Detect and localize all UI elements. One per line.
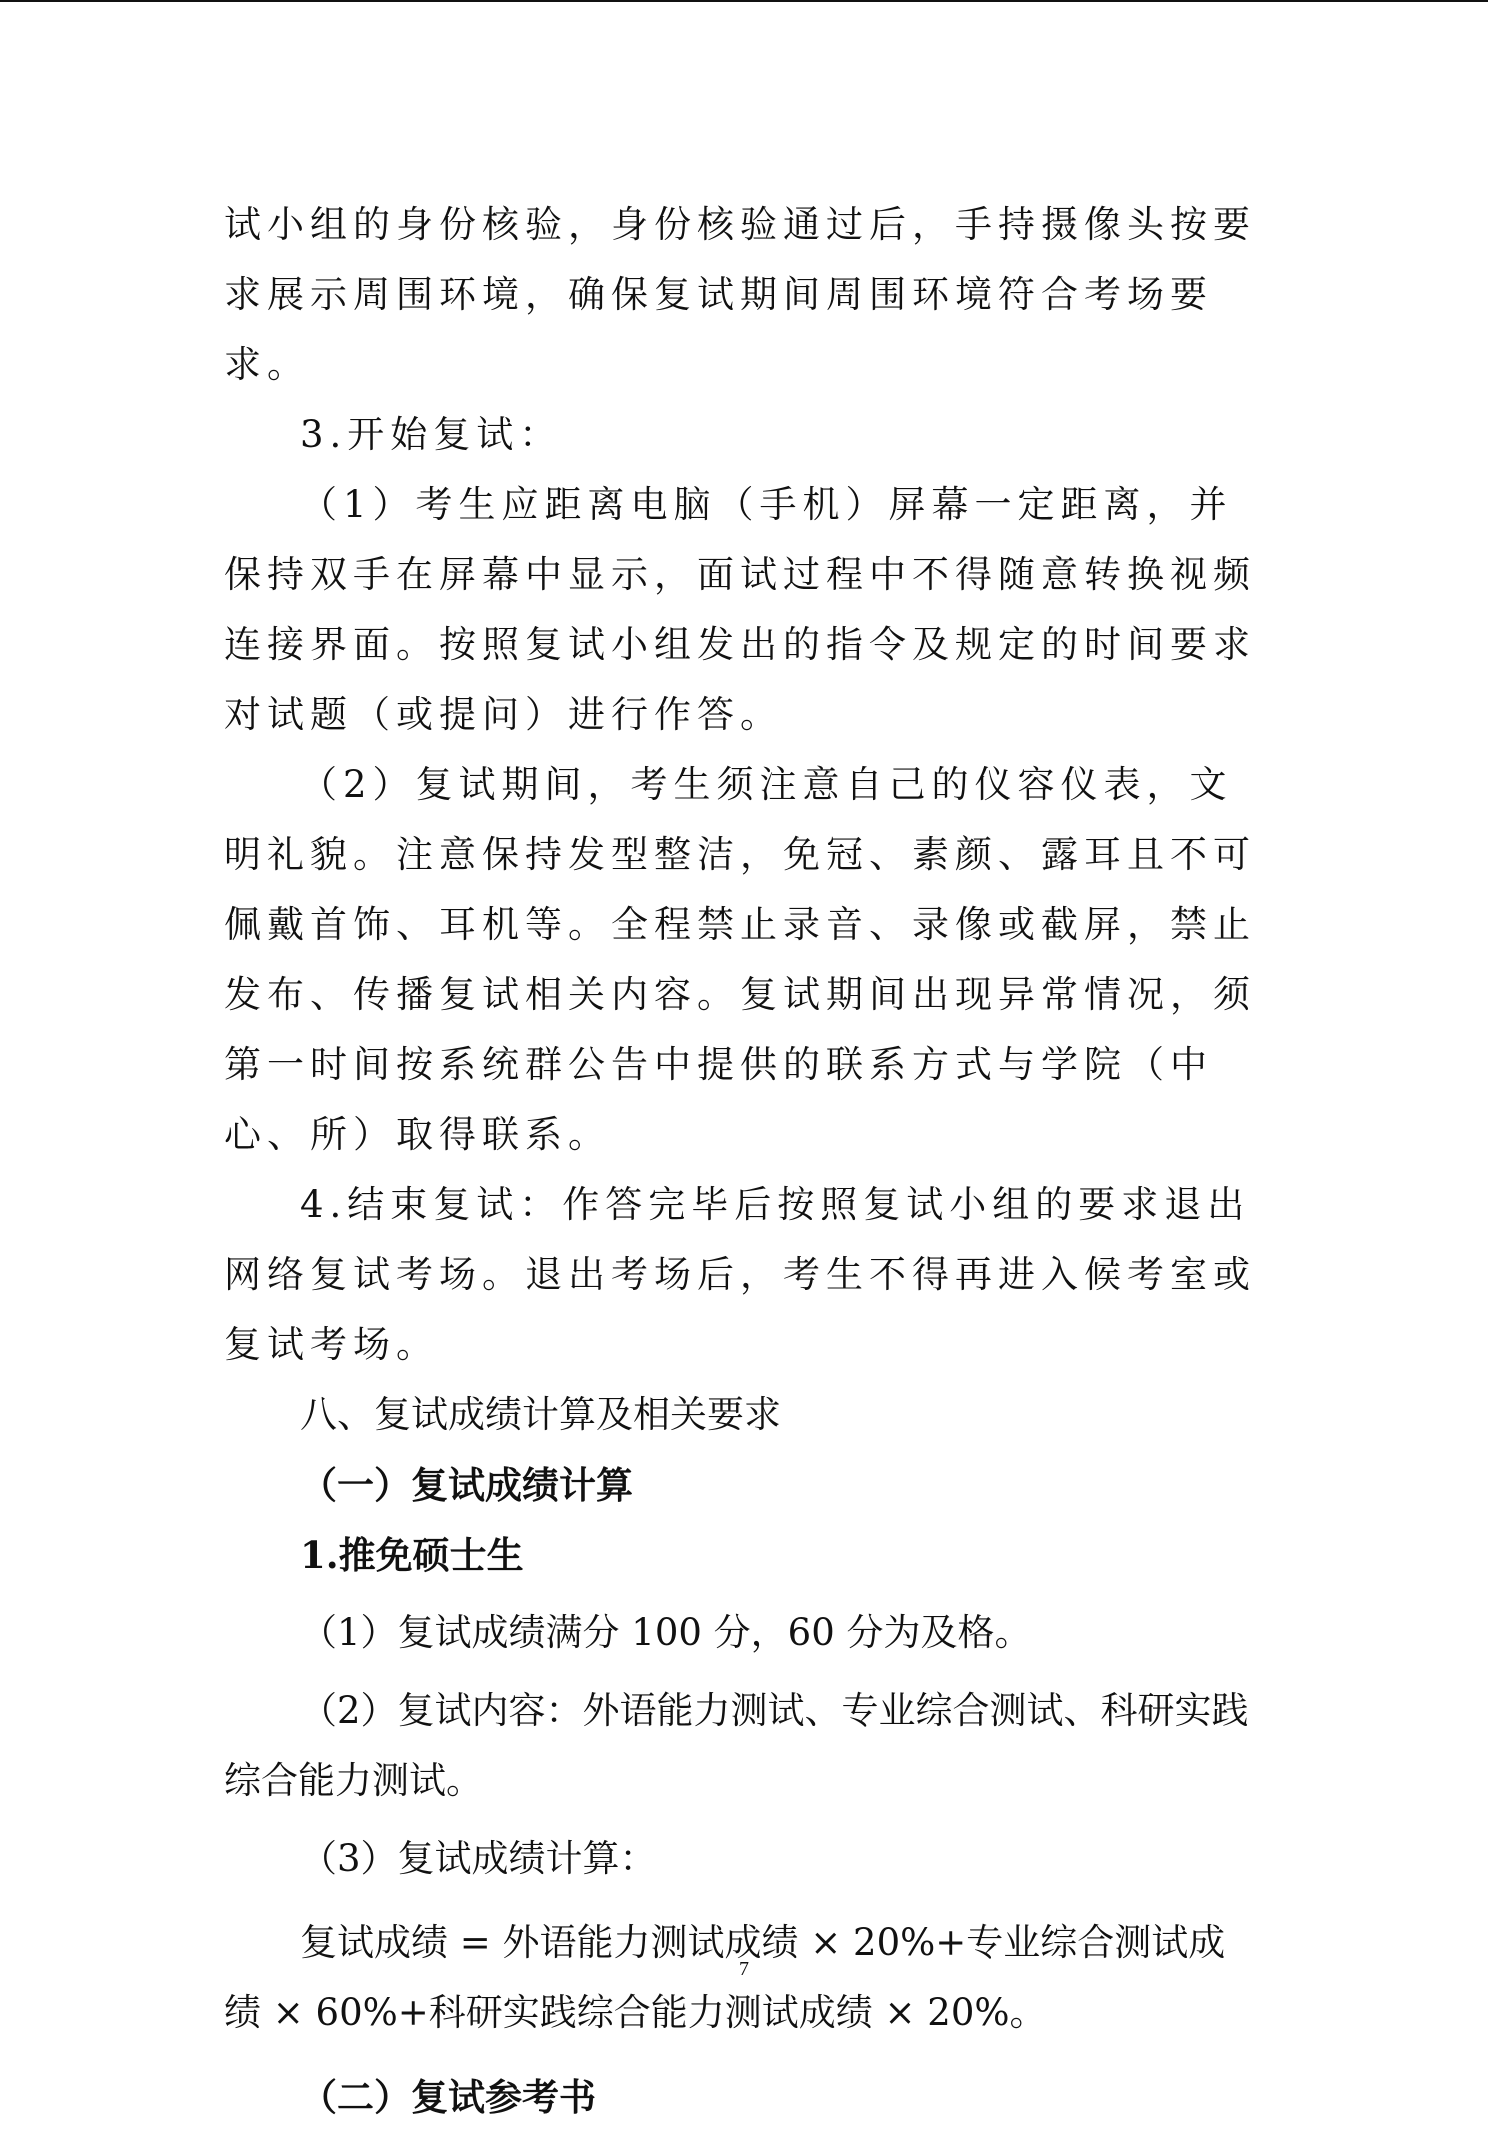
page-body	[224, 190, 1260, 2132]
paragraph-exam-content: （2）复试内容：外语能力测试、专业综合测试、科研实践综合能力测试。	[224, 1689, 1249, 1802]
paragraph-start-exam-heading: 3.开始复试：	[300, 413, 563, 456]
paragraph-end-exam: 4.结束复试：作答完毕后按照复试小组的要求退出网络复试考场。退出考场后，考生不得再进入候考室或复试考场。	[224, 1183, 1256, 1366]
subheading-recommended-students: 1.推免硕士生	[300, 1533, 524, 1577]
paragraph-full-score: （1）复试成绩满分 100 分，60 分为及格。	[300, 1611, 1032, 1654]
paragraph-score-formula: 复试成绩 = 外语能力测试成绩 × 20%+专业综合测试成绩 × 60%+科研实践综合能力测试成绩 × 20%。	[224, 1921, 1226, 2034]
section-heading-score: 八、复试成绩计算及相关要求	[300, 1393, 781, 1436]
paragraph-rule-2: （2）复试期间，考生须注意自己的仪容仪表，文明礼貌。注意保持发型整洁，免冠、素颜、露耳且不可佩戴首饰、耳机等。全程禁止录音、录像或截屏，禁止发布、传播复试相关内容。复试期间出现异常情况，须第一时间按系统群公告中提供的联系方式与学院（中心、所）取得联系。	[224, 763, 1256, 1156]
paragraph-rule-1: （1）考生应距离电脑（手机）屏幕一定距离，并保持双手在屏幕中显示，面试过程中不得随意转换视频连接界面。按照复试小组发出的指令及规定的时间要求对试题（或提问）进行作答。	[224, 483, 1256, 736]
paragraph-calc-method: （3）复试成绩计算：	[300, 1837, 657, 1880]
subsection-heading-reference-books: （二）复试参考书	[300, 2075, 596, 2119]
page-number: 7	[739, 1958, 749, 1980]
subsection-heading-score-calc: （一）复试成绩计算	[300, 1463, 633, 1507]
paragraph-identity-check: 试小组的身份核验，身份核验通过后，手持摄像头按要求展示周围环境，确保复试期间周围环境符合考场要求。	[224, 203, 1256, 386]
